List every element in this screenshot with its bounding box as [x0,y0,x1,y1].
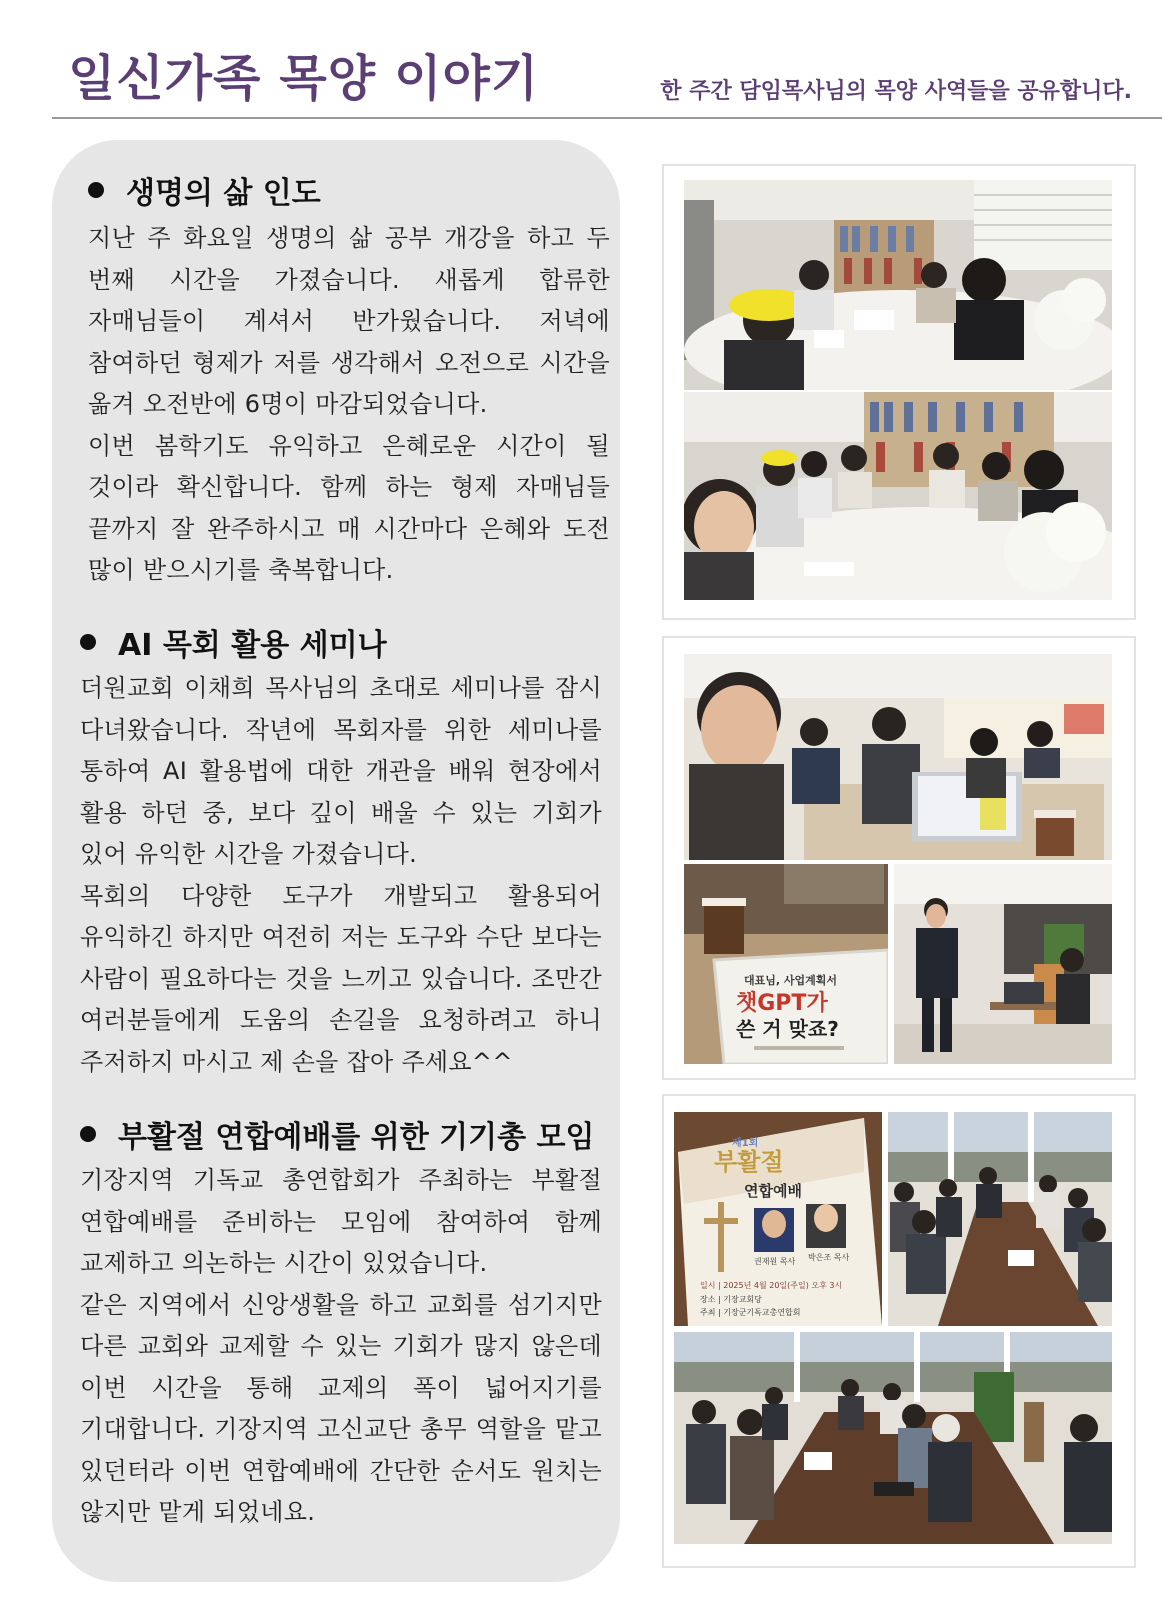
bullet-icon [88,182,104,198]
photo-class-room-2 [684,392,1112,600]
section-heading-text: 부활절 연합예배를 위한 기기총 모임 [118,1120,595,1155]
section-heading [88,168,610,212]
section-heading-text: 생명의 삶 인도 [126,176,321,211]
photo-ai-book [684,864,888,1064]
section-easter-meeting [80,1112,602,1534]
book-subtitle-text: 대표님, 사업계획서 [744,974,838,987]
paragraph: 목회의 다양한 도구가 개발되고 활용되어 유익하긴 하지만 여전히 저는 도구와 수단 보다는 사람이 필요하다는 것을 느끼고 있습니다. 조만간 여러분들에게 도움의 손길을 요청하려고 하니 주저하지 마시고 제 손을 잡아 주세요^^ [80,881,602,1076]
paragraph: 더원교회 이채희 목사님의 초대로 세미나를 잠시 다녀왔습니다. 작년에 목회자를 위한 세미나를 통하여 AI 활용법에 대한 개관을 배워 현장에서 활용 하던 중, 보다 깊이 배울 수 있는 기회가 있어 유익한 시간을 가졌습니다. [80,674,602,868]
book-title-line2-text: 쓴 거 맞죠? [736,1017,839,1041]
book-title-text: 챗GPT가 [736,991,828,1016]
bullet-icon [80,1126,96,1142]
bullet-icon [80,634,96,650]
program-place-text: 장소 | 기장교회당 [700,1295,762,1304]
program-date-text: 일시 | 2025년 4월 20일(주일) 오후 3시 [700,1281,843,1290]
photo-frame-easter-meeting [662,1094,1136,1568]
section-heading-text: AI 목회 활용 세미나 [118,628,387,663]
page-title: 일신가족 목양 이야기 [68,50,540,107]
program-speaker1-text: 권재원 목사 [754,1257,796,1266]
photo-seminar-speaker [894,864,1112,1064]
header-divider [52,117,1162,119]
program-host-text: 주최 | 기장군기독교총연합회 [700,1308,801,1317]
page-subtitle: 한 주간 담임목사님의 목양 사역들을 공유합니다. [660,79,1132,104]
program-subtitle-text: 연합예배 [744,1182,802,1200]
section-life-study [88,168,610,592]
paragraph: 지난 주 화요일 생명의 삶 공부 개강을 하고 두 번째 시간을 가졌습니다. 새롭게 합류한 자매님들이 계셔서 반가웠습니다. 저녁에 참여하던 형제가 저를 생각해서 오전으로 시간을 옮겨 오전반에 6명이 마감되었습니다. [88,224,610,418]
program-church-text: 제1회 [732,1138,759,1149]
program-speaker2-text: 박은조 목사 [808,1253,850,1262]
section-ai-seminar [80,620,602,1083]
photo-seminar-selfie [684,654,1112,860]
paragraph: 이번 봄학기도 유익하고 은혜로운 시간이 될 것이라 확신합니다. 함께 하는 형제 자매님들 끝까지 잘 완주하시고 매 시간마다 은혜와 도전 많이 받으시기를 축복합니다. [88,431,610,584]
photo-meeting-table-1 [888,1112,1112,1326]
photo-class-room-1 [684,180,1112,390]
program-title-text: 부활절 [714,1148,784,1176]
section-heading [80,1112,602,1156]
paragraph: 기장지역 기독교 총연합회가 주최하는 부활절 연합예배를 준비하는 모임에 참여하여 함께 교제하고 의논하는 시간이 있었습니다. [80,1166,602,1277]
text-panel [52,140,620,1582]
photo-frame-life-study [662,164,1136,620]
section-heading [80,620,602,664]
photo-frame-ai-seminar [662,636,1136,1080]
photo-easter-program [674,1112,882,1326]
photo-meeting-table-2 [674,1332,1112,1544]
page-header [0,0,1170,125]
paragraph: 같은 지역에서 신앙생활을 하고 교회를 섬기지만 다른 교회와 교제할 수 있는 기회가 많지 않은데 이번 시간을 통해 교제의 폭이 넓어지기를 기대합니다. 기장지역 고신교단 총무 역할을 맡고 있던터라 이번 연합예배에 간단한 순서도 원치는 않지만 맡게 되었네요. [80,1290,602,1526]
